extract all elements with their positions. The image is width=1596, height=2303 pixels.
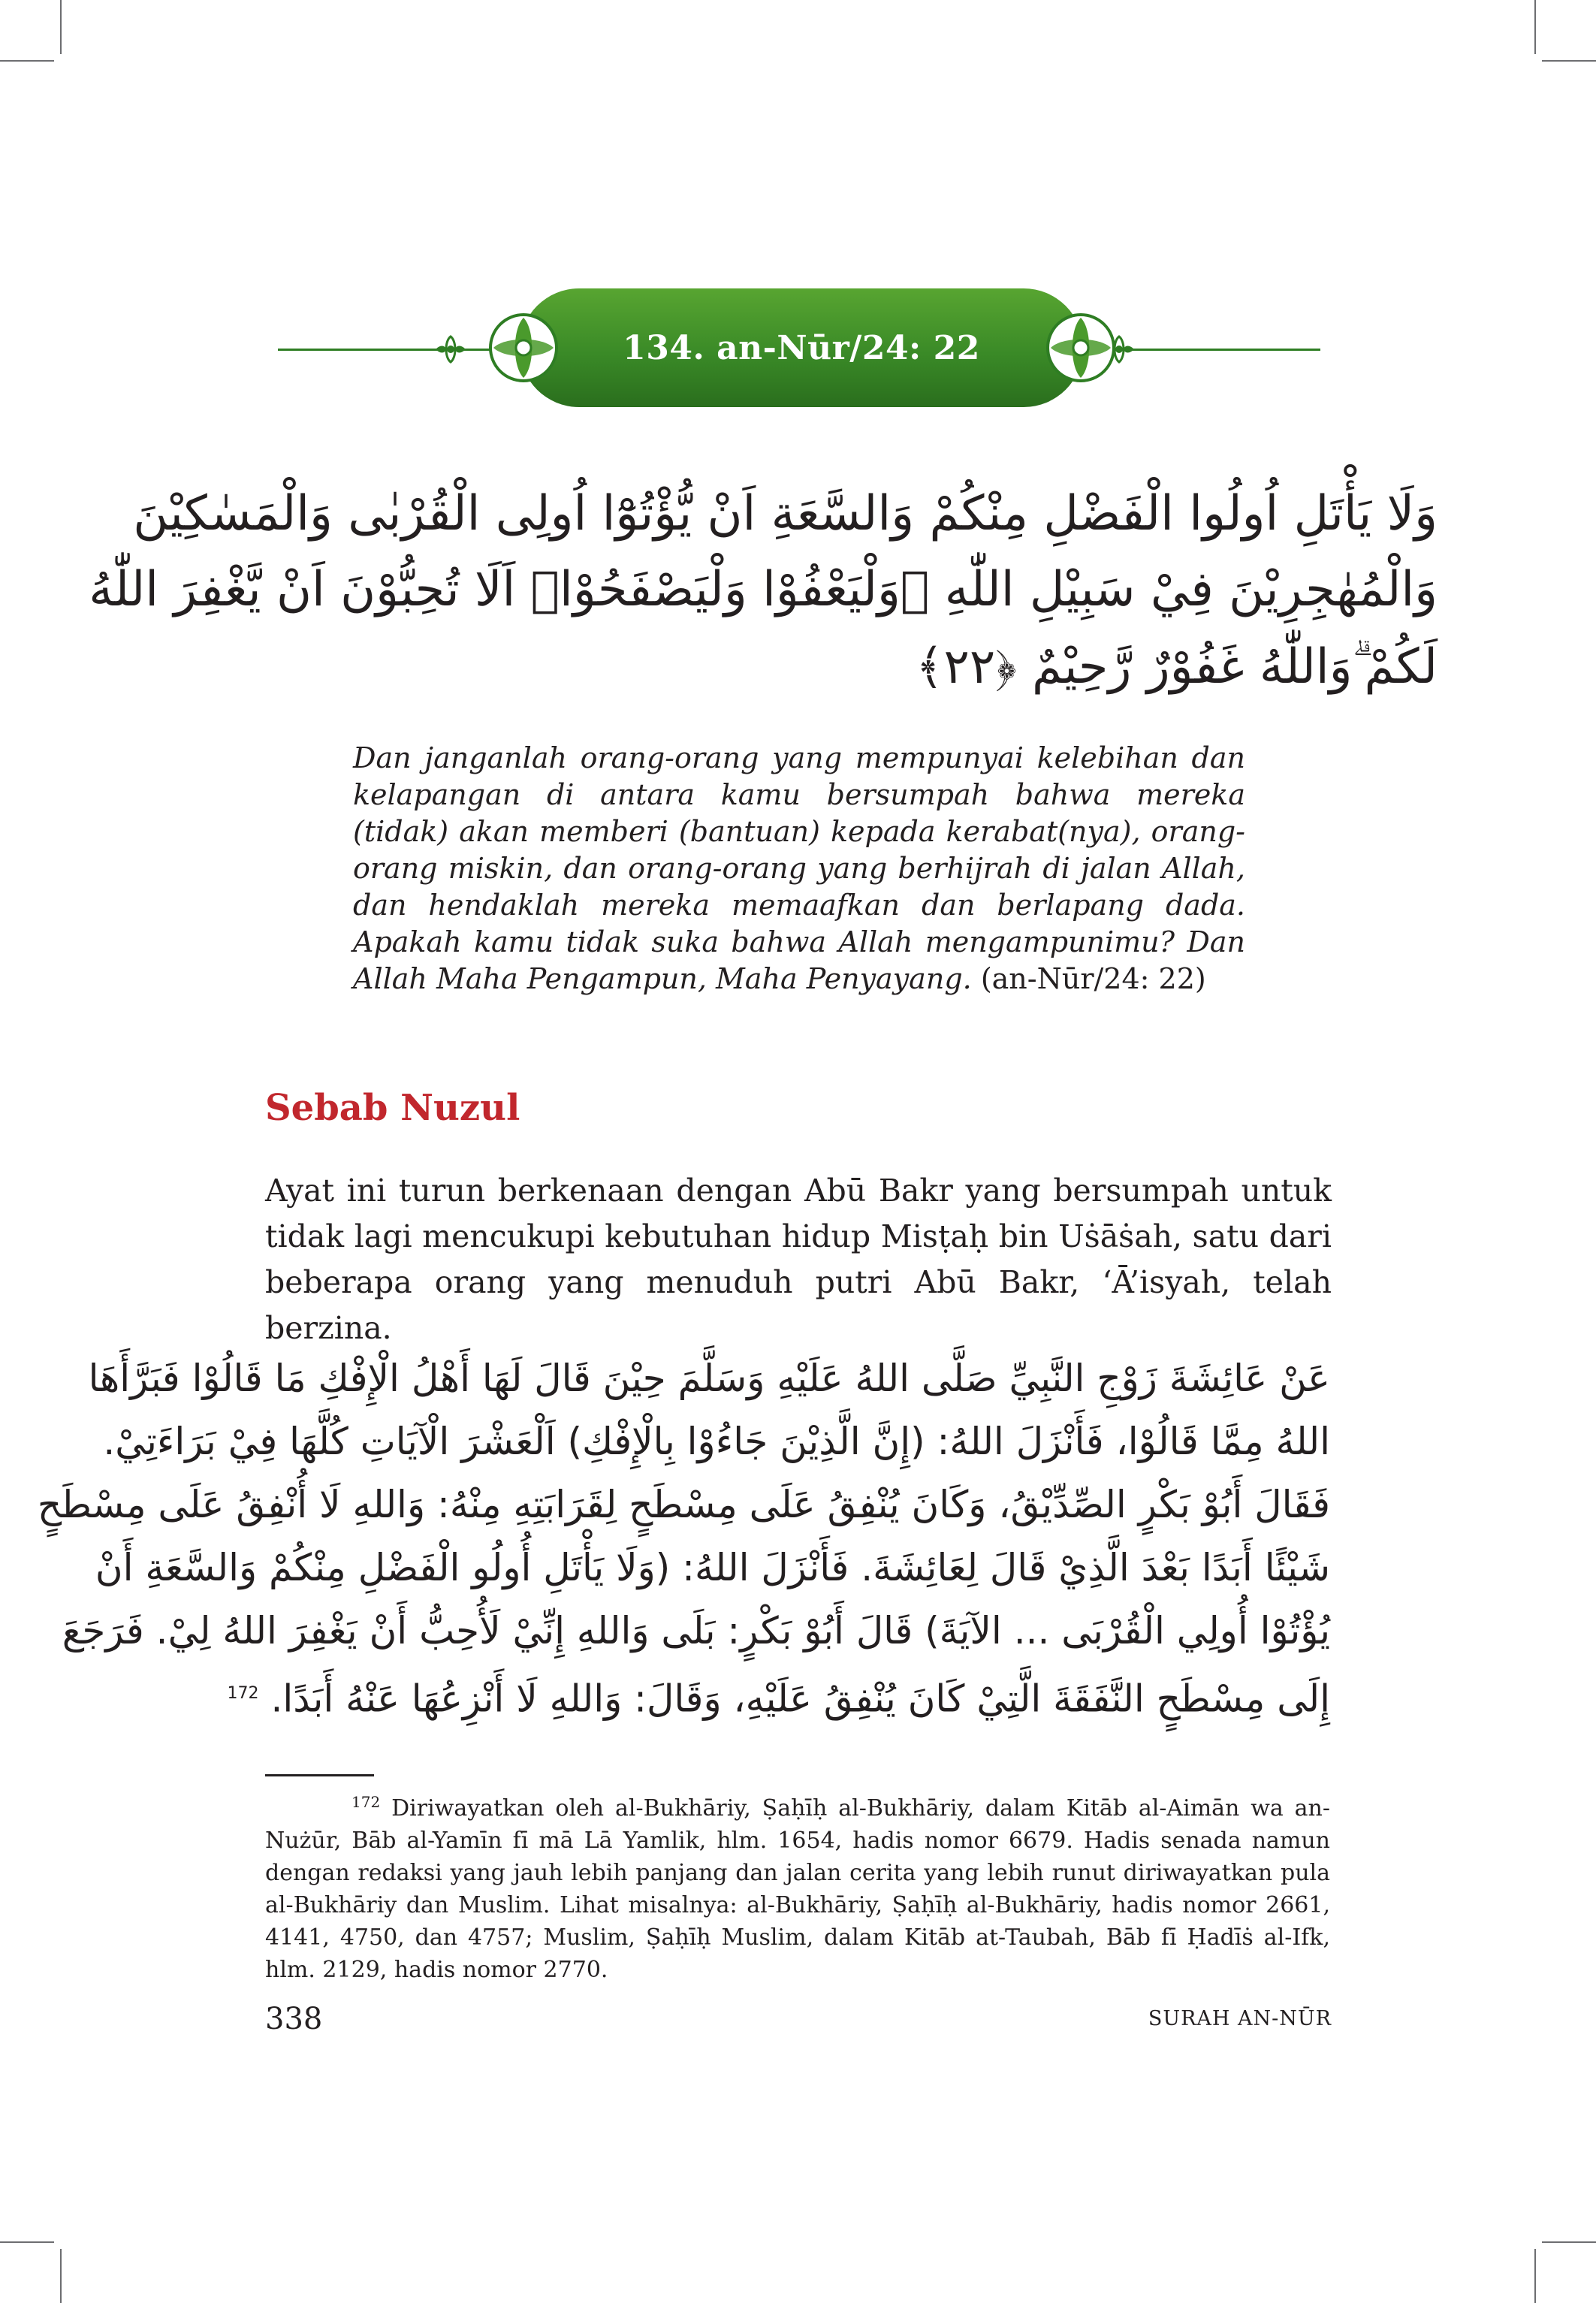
page-number: 338 <box>265 2002 323 2036</box>
crop-mark <box>60 2249 62 2303</box>
footnote-rule <box>265 1774 374 1776</box>
crop-mark <box>60 0 62 54</box>
translation-text: Dan janganlah orang-orang yang mempunyai kelebihan dan kelapangan di antara kamu bersumpah bahwa mereka (tidak) akan memberi (bantuan) kepada kerabat(nya), orang-orang miskin, dan orang-orang yang berhijrah di jalan Allah, dan hendaklah mereka memaafkan dan berlapang dada. Apakah kamu tidak suka bahwa Allah mengampunimu? Dan Allah Maha Pengampun, Maha Penyayang. <box>353 741 1245 995</box>
footnote <box>265 1786 1330 1986</box>
surah-heading: 134. an-Nūr/24: 22 <box>623 328 980 367</box>
section-heading: Sebab Nuzul <box>265 1087 520 1129</box>
hadith-line: عَنْ عَائِشَةَ زَوْجِ النَّبِيِّ صَلَّى اللهُ عَلَيْهِ وَسَلَّمَ حِيْنَ قَالَ لَهَا أَهْلُ الْإِفْكِ مَا قَالُوْا فَبَرَّأَهَا <box>88 1357 1330 1400</box>
crop-mark <box>1534 2249 1536 2303</box>
verse-line: لَكُمْ ۗوَاللّٰهُ غَفُوْرٌ رَّحِيْمٌ ﴿٢٢﴾ <box>916 639 1438 695</box>
hadith-line <box>227 1662 1330 1725</box>
crop-mark <box>0 2241 54 2243</box>
verse-reference: (an-Nūr/24: 22) <box>980 962 1206 995</box>
body-paragraph: Ayat ini turun berkenaan dengan Abū Bakr yang bersumpah untuk tidak lagi mencukupi kebutuhan hidup Misṭaḥ bin Uṡāṡah, satu dari beberapa orang yang menuduh putri Abū Bakr, ‘Ā’isyah, telah berzina. <box>265 1173 1332 1346</box>
footnote-reference[interactable]: 172 <box>227 1684 259 1703</box>
crop-mark <box>1534 0 1536 54</box>
verse-line: وَالْمُهٰجِرِيْنَ فِيْ سَبِيْلِ اللّٰهِ ۖوَلْيَعْفُوْا وَلْيَصْفَحُوْاۗ اَلَا تُحِبُّوْنَ اَنْ يَّغْفِرَ اللّٰهُ <box>89 562 1438 617</box>
hadith-line: اللهُ مِمَّا قَالُوْا، فَأَنْزَلَ اللهُ: (إِنَّ الَّذِيْنَ جَاءُوْا بِالْإِفْكِ) اَلْعَشْرَ الْآيَاتِ كُلَّهَا فِيْ بَرَاءَتِيْ. <box>103 1420 1330 1463</box>
running-head: SURAH AN-NŪR <box>1148 2007 1332 2030</box>
crop-mark <box>1542 2241 1596 2243</box>
floral-ornament-icon <box>1039 306 1122 389</box>
verse-line: وَلَا يَأْتَلِ اُولُوا الْفَضْلِ مِنْكُمْ وَالسَّعَةِ اَنْ يُّؤْتُوْٓا اُولِى الْقُرْبٰى وَالْمَسٰكِيْنَ <box>133 486 1438 542</box>
footnote-text: Diriwayatkan oleh al-Bukhāriy, Ṣaḥīḥ al-Bukhāriy, dalam Kitāb al-Aimān wa an-Nużūr, Bāb al-Yamīn fī mā Lā Yamlik, hlm. 1654, hadis nomor 6679. Hadis senada namun dengan redaksi yang jauh lebih panjang dan jalan cerita yang lebih runut diriwayatkan pula al-Bukhāriy dan Muslim. Lihat misalnya: al-Bukhāriy, Ṣaḥīḥ al-Bukhāriy, hadis nomor 2661, 4141, 4750, dan 4757; Muslim, Ṣaḥīḥ Muslim, dalam Kitāb at-Taubah, Bāb fī Ḥadīṡ al-Ifk, hlm. 2129, hadis nomor 2770. <box>265 1795 1331 1983</box>
hadith-line: فَقَالَ أَبُوْ بَكْرٍ الصِّدِّيْقُ، وَكَانَ يُنْفِقُ عَلَى مِسْطَحٍ لِقَرَابَتِهِ مِنْهُ: وَاللهِ لَا أُنْفِقُ عَلَى مِسْطَحٍ <box>37 1483 1330 1526</box>
heading-banner <box>520 288 1083 407</box>
hadith-line-text: إِلَى مِسْطَحٍ النَّفَقَةَ الَّتِيْ كَانَ يُنْفِقُ عَلَيْهِ، وَقَالَ: وَاللهِ لَا أَنْزِعُهَا عَنْهُ أَبَدًا. <box>270 1677 1330 1721</box>
small-ornament-icon <box>434 334 467 365</box>
hadith-line: يُؤْتُوْا أُولِي الْقُرْبَى ... الآيَةَ) قَالَ أَبُوْ بَكْرٍ: بَلَى وَاللهِ إِنِّيْ لَأُحِبُّ أَنْ يَغْفِرَ اللهُ لِيْ. فَرَجَعَ <box>62 1609 1330 1653</box>
footnote-number: 172 <box>351 1793 381 1811</box>
crop-mark <box>0 60 54 62</box>
hadith-line: شَيْئًا أَبَدًا بَعْدَ الَّذِيْ قَالَ لِعَائِشَةَ. فَأَنْزَلَ اللهُ: (وَلَا يَأْتَلِ أُولُو الْفَضْلِ مِنْكُمْ وَالسَّعَةِ أَنْ <box>95 1546 1330 1589</box>
crop-mark <box>1542 60 1596 62</box>
verse-translation <box>353 740 1245 998</box>
floral-ornament-icon <box>482 306 565 389</box>
